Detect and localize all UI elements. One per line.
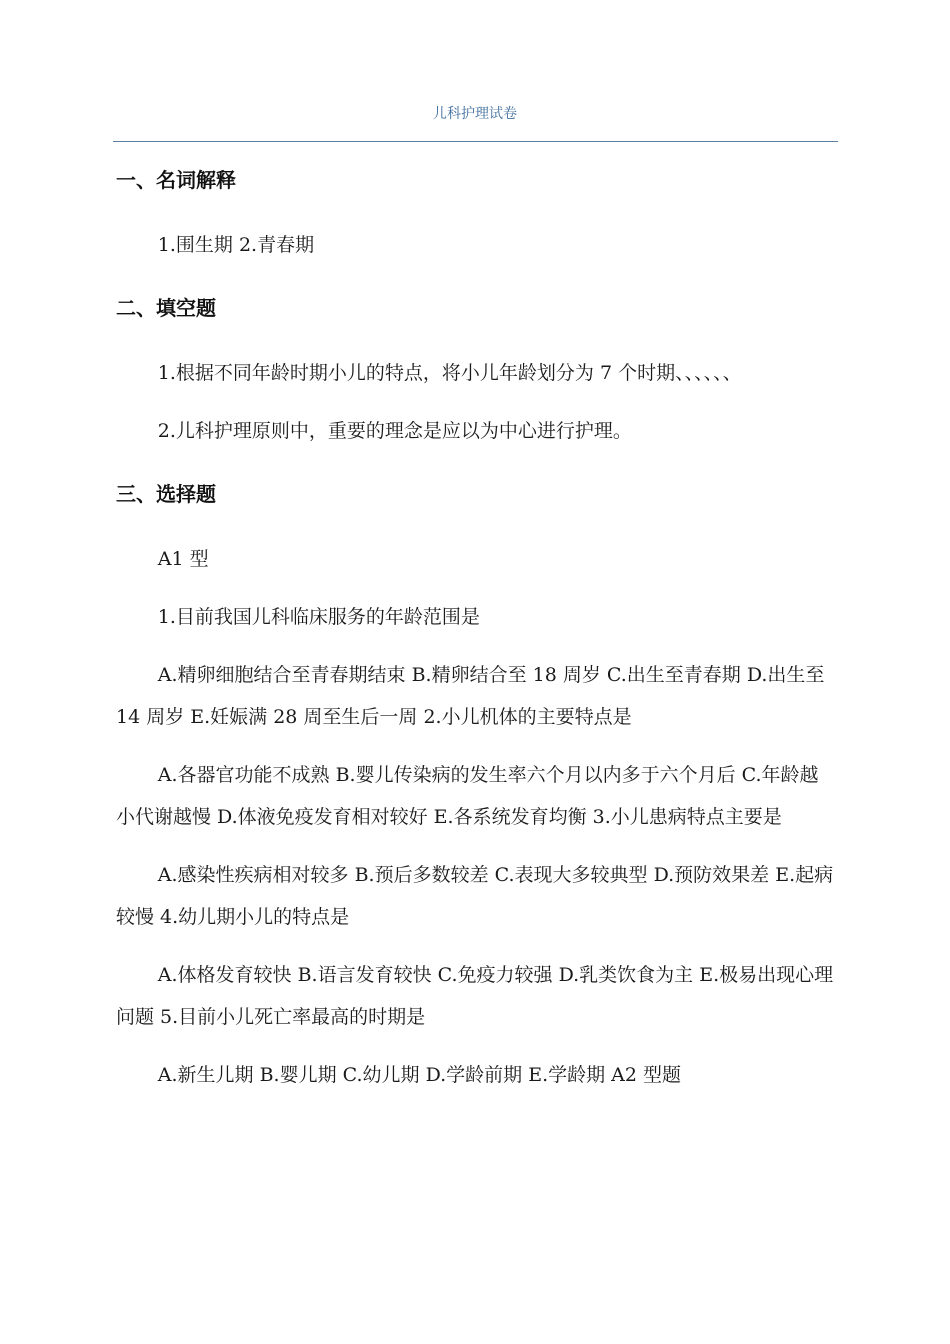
choice-question-1: 1.目前我国儿科临床服务的年龄范围是 [157, 606, 480, 628]
section-heading-choice: 三、选择题 [116, 482, 216, 506]
document-body [116, 160, 836, 1096]
choice-options-block-3: A.感染性疾病相对较多 B.预后多数较差 C.表现大多较典型 D.预防效果差 E.起病较慢 4.幼儿期小儿的特点是 [116, 864, 834, 928]
choice-options-block-5: A.新生儿期 B.婴儿期 C.幼儿期 D.学龄前期 E.学龄期 A2 型题 [157, 1064, 682, 1086]
choice-options-block-1: A.精卵细胞结合至青春期结束 B.精卵结合至 18 周岁 C.出生至青春期 D.出生至 14 周岁 E.妊娠满 28 周至生后一周 2.小儿机体的主要特点是 [116, 664, 825, 728]
section-heading-fill-blank: 二、填空题 [116, 296, 216, 320]
fill-blank-question-1: 1.根据不同年龄时期小儿的特点，将小儿年龄划分为 7 个时期、、、、、、 [157, 362, 742, 384]
fill-blank-question-2: 2.儿科护理原则中，重要的理念是应以为中心进行护理。 [157, 420, 632, 442]
terms-paragraph: 1.围生期 2.青春期 [157, 234, 315, 256]
choice-options-block-4: A.体格发育较快 B.语言发育较快 C.免疫力较强 D.乳类饮食为主 E.极易出现心理问题 5.目前小儿死亡率最高的时期是 [116, 964, 834, 1028]
header-divider [113, 141, 838, 142]
choice-type-label: A1 型 [157, 548, 209, 570]
section-heading-terms: 一、名词解释 [116, 168, 236, 192]
page-header-title: 儿科护理试卷 [433, 106, 517, 122]
choice-options-block-2: A.各器官功能不成熟 B.婴儿传染病的发生率六个月以内多于六个月后 C.年龄越小代谢越慢 D.体液免疫发育相对较好 E.各系统发育均衡 3.小儿患病特点主要是 [116, 764, 819, 828]
